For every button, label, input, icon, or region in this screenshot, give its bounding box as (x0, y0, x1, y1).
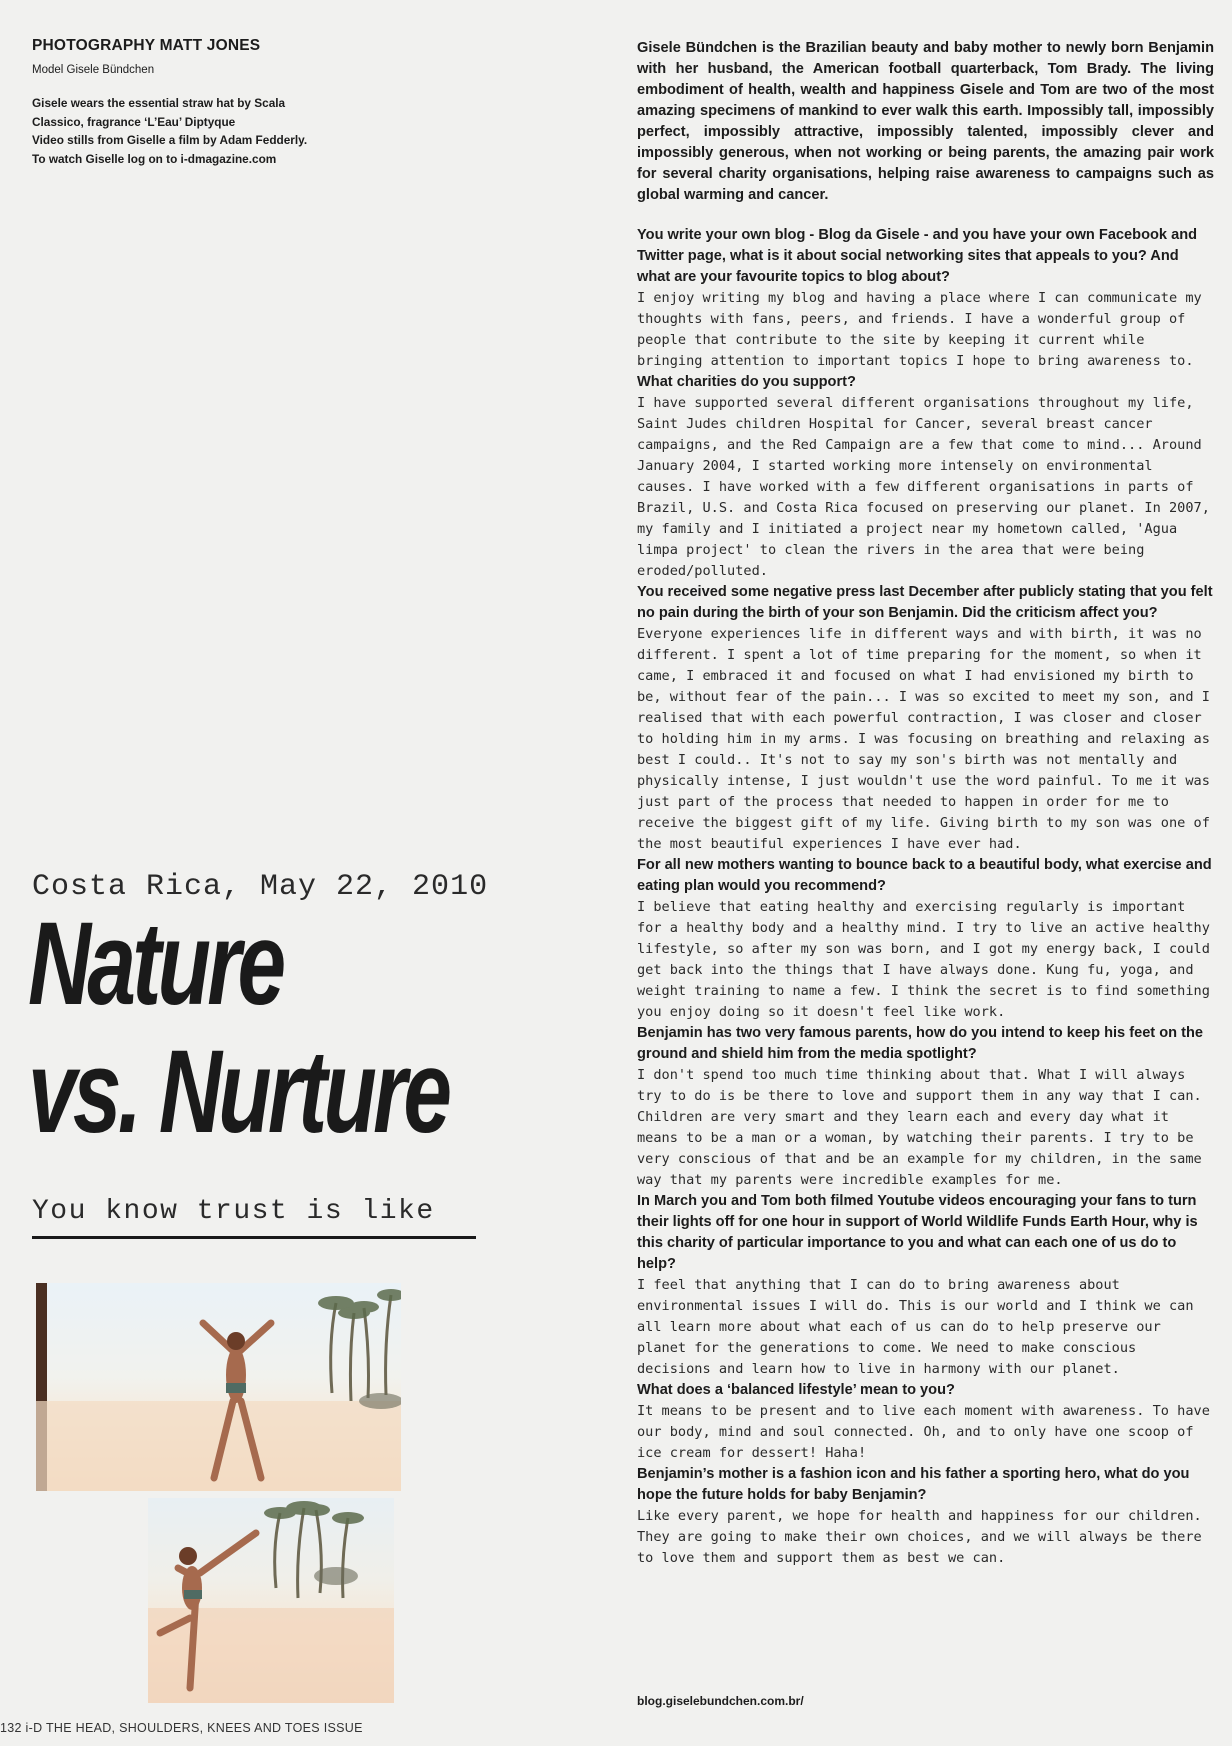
photo-credits (32, 37, 372, 168)
pull-quote: You know trust is like (32, 1196, 435, 1227)
question: For all new mothers wanting to bounce back to a beautiful body, what exercise and eating plan would you recommend? (637, 857, 1212, 894)
headline-line-1: Nature (28, 898, 283, 1030)
answer: It means to be present and to live each moment with awareness. To have our body, mind and soul connected. Oh, and to only have one scoop of ice cream for dessert! Haha! (637, 1403, 1210, 1461)
blog-link[interactable]: blog.giselebundchen.com.br/ (637, 1694, 804, 1708)
video-still-beach-kick (148, 1498, 394, 1703)
answer: I don't spend too much time thinking about that. What I will always try to do is be there to love and support them in any way that I can. Children are very smart and they learn each and every day what it means to be a man or a woman, by watching their parents. I try to be very conscious of that and be an example for my children, in the same way that my parents were incredible examples for me. (637, 1067, 1202, 1188)
styling-notes (32, 94, 372, 168)
answer: I believe that eating healthy and exercising regularly is important for a healthy body and a healthy mind. I try to live an active healthy lifestyle, so after my son was born, and I got my energy back, I could get back into the things that I have always done. Kung fu, yoga, and weight training to name a few. I think the secret is to find something you enjoy doing so it doesn't feel like work. (637, 899, 1210, 1020)
video-still-2 (148, 1498, 394, 1703)
question: You received some negative press last December after publicly stating that you felt no pain during the birth of your son Benjamin. Did the criticism affect you? (637, 584, 1213, 621)
answer: I enjoy writing my blog and having a place where I can communicate my thoughts with fans, peers, and friends. I have a wonderful group of people that contribute to the site by keeping it current while bringing attention to important topics I hope to bring awareness to. (637, 290, 1202, 369)
pull-quote-underline (32, 1236, 476, 1239)
question: Benjamin has two very famous parents, how do you intend to keep his feet on the ground and shield him from the media spotlight? (637, 1025, 1203, 1062)
answer: I have supported several different organisations throughout my life, Saint Judes children Hospital for Cancer, several breast cancer campaigns, and the Red Campaign are a few that come to mind... Around January 2004, I started working more intensely on environmental causes. I have worked with a few different organisations in parts of Brazil, U.S. and Costa Rica focused on preserving our planet. In 2007, my family and I initiated a project near my hometown called, 'Agua limpa project' to clean the rivers in the area that were being eroded/polluted. (637, 395, 1210, 579)
answer: Like every parent, we hope for health and happiness for our children. They are going to make their own choices, and we will always be there to love them and support them as best we can. (637, 1508, 1202, 1566)
headline-line-2: vs. Nurture (28, 1026, 449, 1158)
answer: I feel that anything that I can do to bring awareness about environmental issues I will do. This is our world and I think we can all learn more about what each of us can do to help preserve our planet for the generations to come. We need to make conscious decisions and learn how to live in harmony with our planet. (637, 1277, 1194, 1377)
answer: Everyone experiences life in different ways and with birth, it was no different. I spent a lot of time preparing for the moment, so when it came, I embraced it and focused on what I had envisioned my birth to be, without fear of the pain... I was so excited to meet my son, and I realised that with each powerful contraction, I was closer and closer to holding him in my arms. I was focusing on breathing and relaxing as best I could.. It's not to say my son's birth was not mentally and physically intense, I just wouldn't use the word painful. To me it was just part of the process that needed to happen in order for me to receive the biggest gift of my life. Giving birth to my son was one of the most beautiful experiences I have ever had. (637, 626, 1210, 852)
styling-note: Gisele wears the essential straw hat by Scala (32, 96, 286, 110)
photographer-credit: PHOTOGRAPHY MATT JONES (32, 37, 261, 54)
headline (28, 898, 449, 1158)
interview (637, 225, 1214, 1569)
question: You write your own blog - Blog da Gisele - and you have your own Facebook and Twitter page, what is it about social networking sites that appeals to you? And what are your favourite topics to blog about? (637, 227, 1198, 285)
styling-note: Video stills from Giselle a film by Adam Fedderly. (32, 133, 308, 147)
page-footer: 132 i-D THE HEAD, SHOULDERS, KNEES AND TOES ISSUE (0, 1721, 363, 1735)
styling-note: To watch Giselle log on to i-dmagazine.com (32, 151, 277, 166)
styling-note: Classico, fragrance ‘L’Eau’ Diptyque (32, 114, 236, 129)
video-still-beach-jump (36, 1283, 401, 1491)
model-credit: Model Gisele Bündchen (32, 64, 155, 76)
question: What charities do you support? (637, 374, 856, 390)
article-intro: Gisele Bündchen is the Brazilian beauty and baby mother to newly born Benjamin with her husband, the American football quarterback, Tom Brady. The living embodiment of health, wealth and happiness Gisele and Tom are two of the most amazing specimens of mankind to ever walk this earth. Impossibly tall, impossibly perfect, impossibly attractive, impossibly talented, impossibly clever and impossibly generous, when not working or being parents, the amazing pair work for several charity organisations, helping raise awareness to campaigns such as global warming and cancer. (637, 40, 1214, 203)
question: What does a ‘balanced lifestyle’ mean to you? (637, 1382, 955, 1398)
dateline: Costa Rica, May 22, 2010 (32, 870, 489, 904)
video-still-1 (36, 1283, 401, 1491)
question: Benjamin’s mother is a fashion icon and his father a sporting hero, what do you hope the future holds for baby Benjamin? (637, 1466, 1190, 1503)
question: In March you and Tom both filmed Youtube videos encouraging your fans to turn their lights off for one hour in support of World Wildlife Funds Earth Hour, why is this charity of particular importance to you and what can each one of us do to help? (637, 1193, 1198, 1272)
article-column (637, 38, 1214, 1569)
